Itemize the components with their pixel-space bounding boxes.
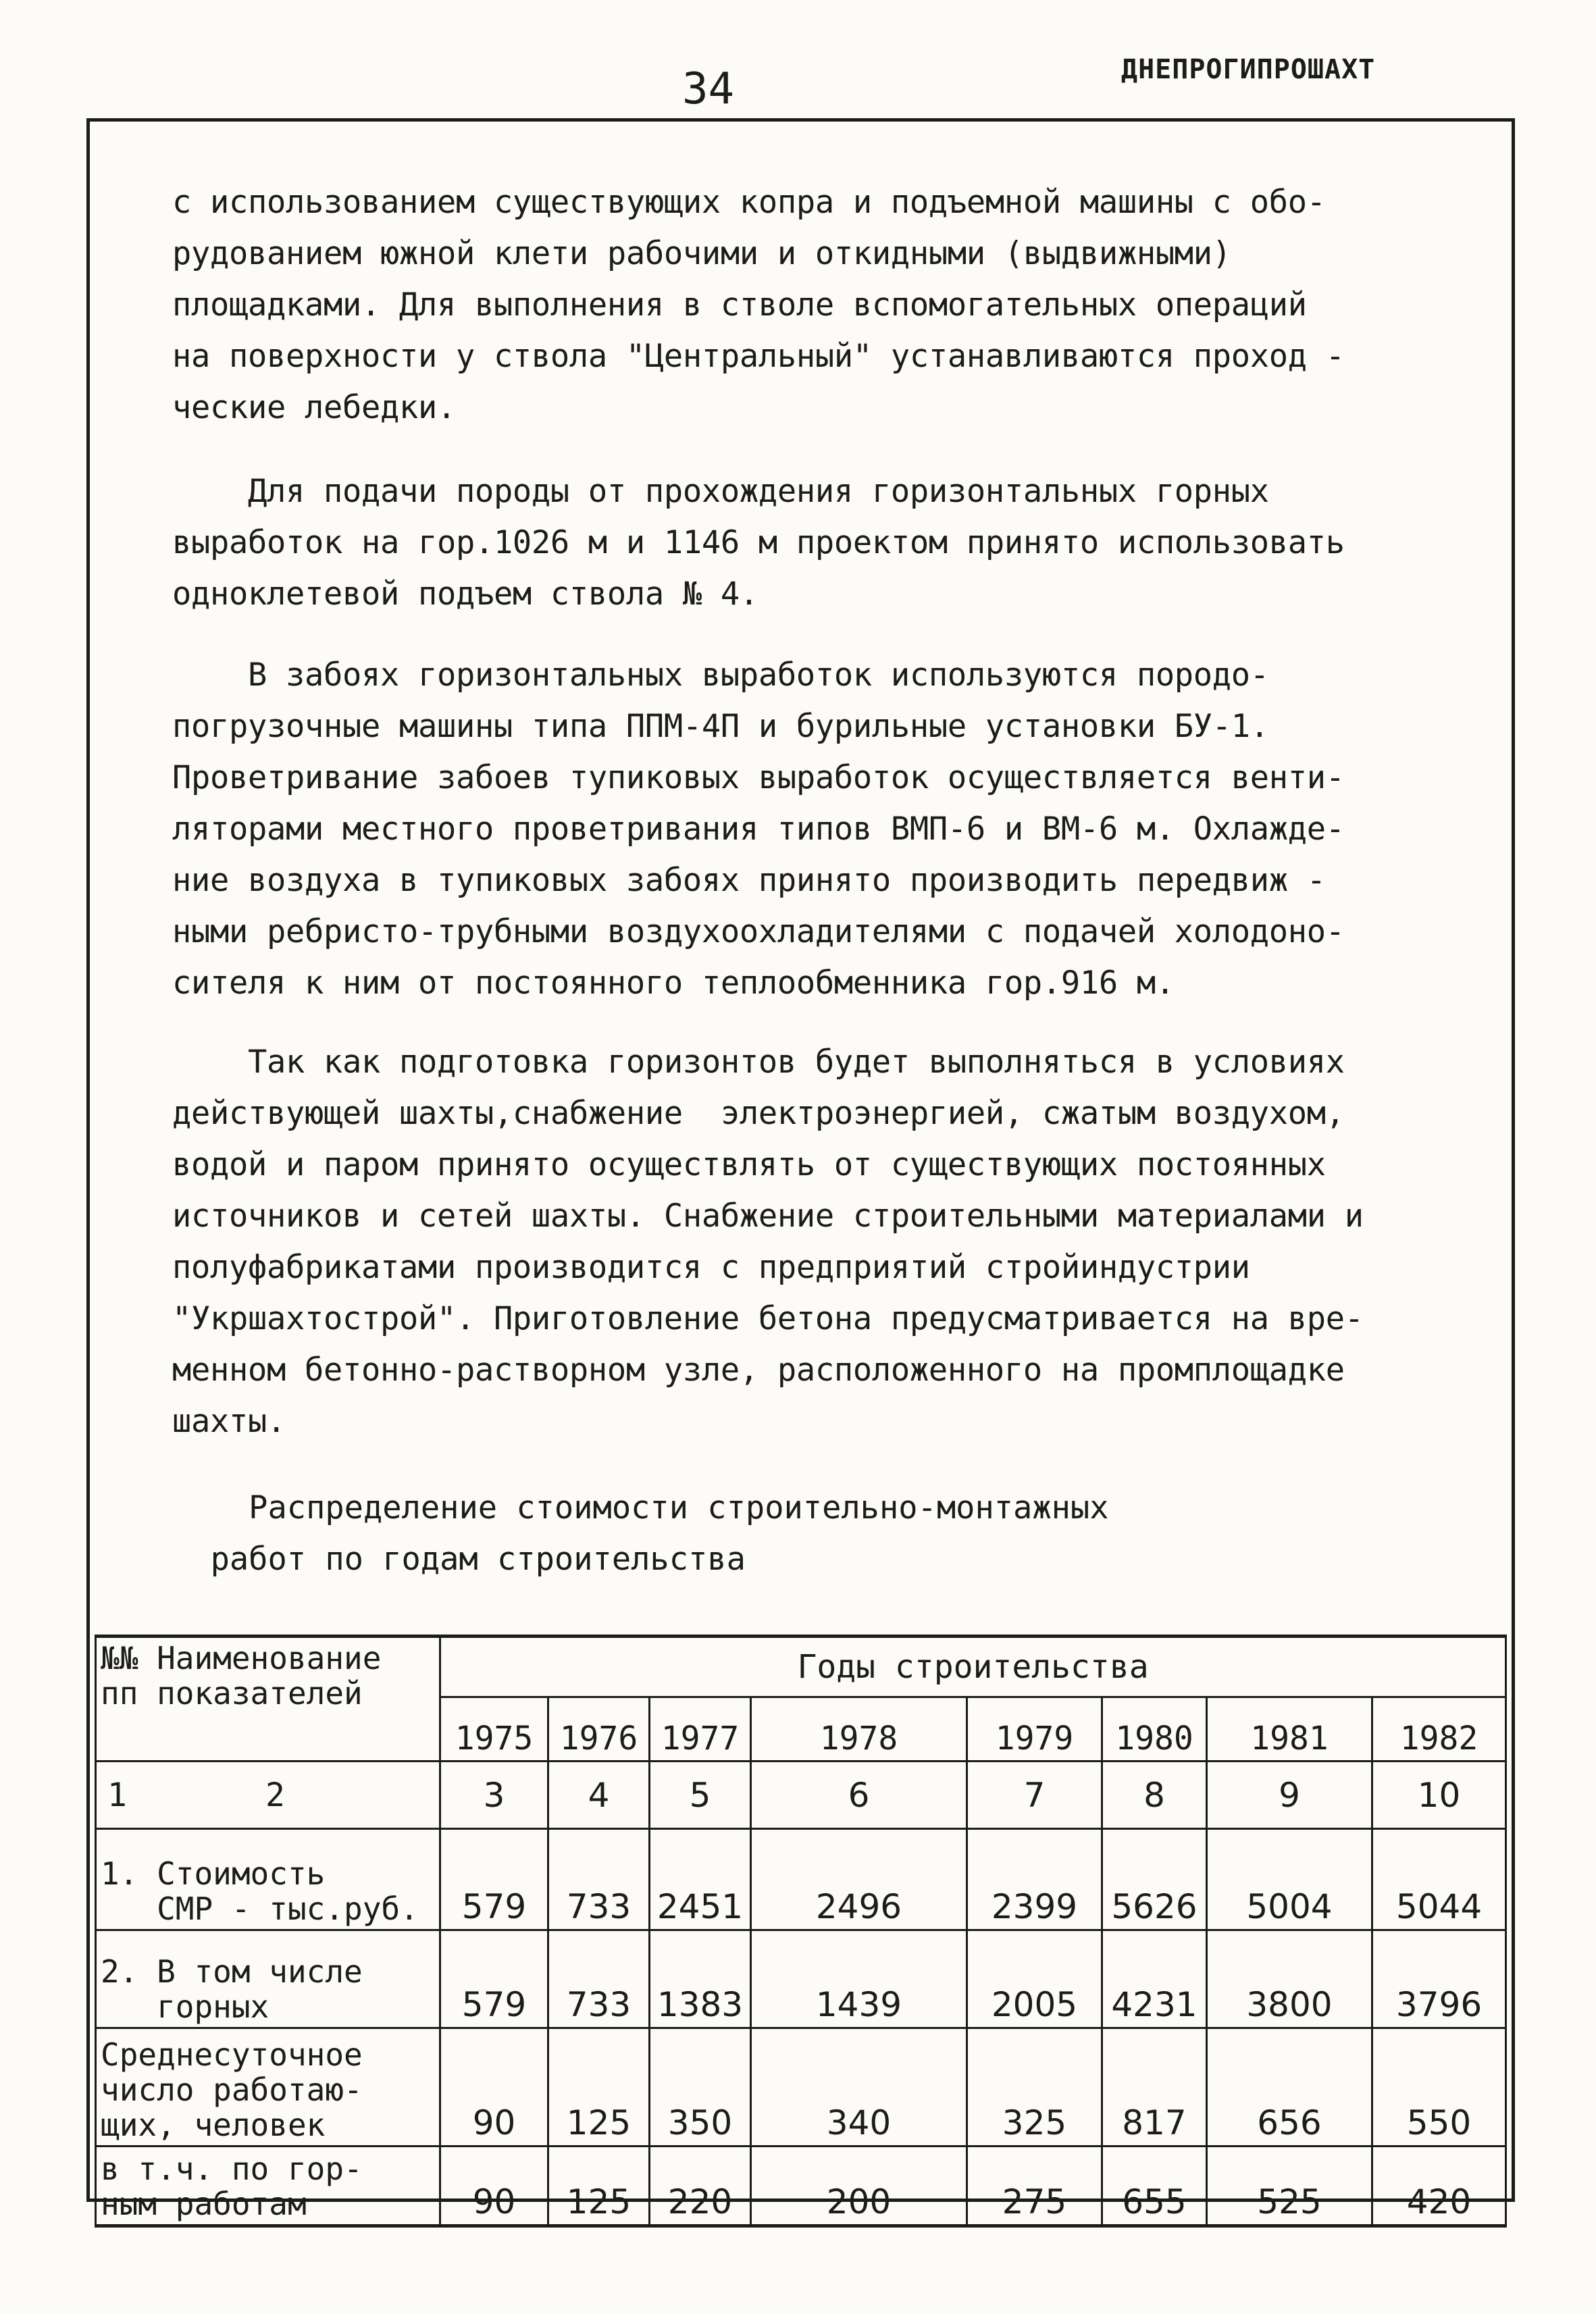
value-cell: 3800 bbox=[1207, 1930, 1372, 2028]
value-cell: 220 bbox=[650, 2146, 751, 2226]
column-number-cell: 7 bbox=[967, 1762, 1102, 1829]
value-cell: 525 bbox=[1207, 2146, 1372, 2226]
value-cell: 420 bbox=[1372, 2146, 1506, 2226]
paragraph-2: Для подачи породы от прохождения горизонтальных горных выработок на гор.1026 м и 1146 м проектом принято использовать одноклетевой подъем ствола № 4. bbox=[172, 473, 1345, 613]
value-cell: 1383 bbox=[650, 1930, 751, 2028]
years-header: Годы строительства bbox=[440, 1637, 1506, 1697]
column-number-cell: 5 bbox=[650, 1762, 751, 1829]
value-cell: 350 bbox=[650, 2028, 751, 2146]
table-title: Распределение стоимости строительно-монтажных работ по годам строительства bbox=[210, 1489, 1109, 1578]
value-cell: 340 bbox=[751, 2028, 967, 2146]
value-cell: 90 bbox=[440, 2028, 548, 2146]
year-cell: 1976 bbox=[548, 1697, 650, 1762]
year-cell: 1978 bbox=[751, 1697, 967, 1762]
row-label: 1. Стоимость СМР - тыс.руб. bbox=[96, 1829, 440, 1930]
column-number-cell: 10 bbox=[1372, 1762, 1506, 1829]
column-number-cell: 9 bbox=[1207, 1762, 1372, 1829]
column-number-2: 2 bbox=[265, 1776, 285, 1814]
column-number-cell bbox=[96, 1762, 440, 1829]
year-cell: 1977 bbox=[650, 1697, 751, 1762]
value-cell: 733 bbox=[548, 1930, 650, 2028]
value-cell: 655 bbox=[1102, 2146, 1207, 2226]
year-cell: 1981 bbox=[1207, 1697, 1372, 1762]
table-row bbox=[96, 2146, 1506, 2226]
year-cell: 1975 bbox=[440, 1697, 548, 1762]
value-cell: 5626 bbox=[1102, 1829, 1207, 1930]
column-number-1: 1 bbox=[107, 1776, 127, 1814]
value-cell: 200 bbox=[751, 2146, 967, 2226]
value-cell: 733 bbox=[548, 1829, 650, 1930]
value-cell: 2451 bbox=[650, 1829, 751, 1930]
column-number-cell: 8 bbox=[1102, 1762, 1207, 1829]
value-cell: 656 bbox=[1207, 2028, 1372, 2146]
construction-cost-table bbox=[95, 1635, 1507, 2228]
value-cell: 90 bbox=[440, 2146, 548, 2226]
table-row bbox=[96, 1829, 1506, 1930]
year-cell: 1979 bbox=[967, 1697, 1102, 1762]
year-cell: 1980 bbox=[1102, 1697, 1207, 1762]
column-number-cell: 6 bbox=[751, 1762, 967, 1829]
value-cell: 125 bbox=[548, 2146, 650, 2226]
column-number-row bbox=[96, 1762, 1506, 1829]
value-cell: 325 bbox=[967, 2028, 1102, 2146]
value-cell: 550 bbox=[1372, 2028, 1506, 2146]
value-cell: 2005 bbox=[967, 1930, 1102, 2028]
paragraph-3: В забоях горизонтальных выработок используются породо- погрузочные машины типа ППМ-4П и бурильные установки БУ-1. Проветривание забоев тупиковых выработок осуществляется венти- ляторами местного проветривания типов ВМП-6 и ВМ-6 м. Охлажде- ние воздуха в тупиковых забоях принято производить передвиж - ными ребристо-трубными воздухоохладителями с подачей холодоно- сителя к ним от постоянного теплообменника гор.916 м. bbox=[172, 657, 1345, 1002]
value-cell: 2496 bbox=[751, 1829, 967, 1930]
value-cell: 5044 bbox=[1372, 1829, 1506, 1930]
year-cell: 1982 bbox=[1372, 1697, 1506, 1762]
row-label: 2. В том числе горных bbox=[96, 1930, 440, 2028]
value-cell: 125 bbox=[548, 2028, 650, 2146]
row-label: Среднесуточное число работаю- щих, человек bbox=[96, 2028, 440, 2146]
value-cell: 3796 bbox=[1372, 1930, 1506, 2028]
page-number: 34 bbox=[682, 64, 735, 114]
organization-stamp: ДНЕПРОГИПРОШАХТ bbox=[1121, 54, 1376, 85]
row-label: в т.ч. по гор- ным работам bbox=[96, 2146, 440, 2226]
table-row bbox=[96, 2028, 1506, 2146]
value-cell: 275 bbox=[967, 2146, 1102, 2226]
value-cell: 579 bbox=[440, 1829, 548, 1930]
value-cell: 579 bbox=[440, 1930, 548, 2028]
column-number-cell: 3 bbox=[440, 1762, 548, 1829]
table-header-row bbox=[96, 1637, 1506, 1697]
value-cell: 4231 bbox=[1102, 1930, 1207, 2028]
table-row bbox=[96, 1930, 1506, 2028]
paragraph-4: Так как подготовка горизонтов будет выполняться в условиях действующей шахты,снабжение электроэнергией, сжатым воздухом, водой и паром принято осуществлять от существующих постоянных источников и сетей шахты. Снабжение строительными материалами и полуфабрикатами производится с предприятий стройиндустрии "Укршахтострой". Приготовление бетона предусматривается на вре- менном бетонно-растворном узле, расположенного на промплощадке шахты. bbox=[172, 1044, 1364, 1440]
value-cell: 5004 bbox=[1207, 1829, 1372, 1930]
value-cell: 1439 bbox=[751, 1930, 967, 2028]
column-number-cell: 4 bbox=[548, 1762, 650, 1829]
paragraph-1: с использованием существующих копра и подъемной машины с обо- рудованием южной клети рабочими и откидными (выдвижными) площадками. Для выполнения в стволе вспомогательных операций на поверхности у ствола "Центральный" устанавливаются проход - ческие лебедки. bbox=[172, 184, 1345, 426]
indicator-header: №№ Наименование пп показателей bbox=[96, 1637, 440, 1762]
value-cell: 2399 bbox=[967, 1829, 1102, 1930]
value-cell: 817 bbox=[1102, 2028, 1207, 2146]
